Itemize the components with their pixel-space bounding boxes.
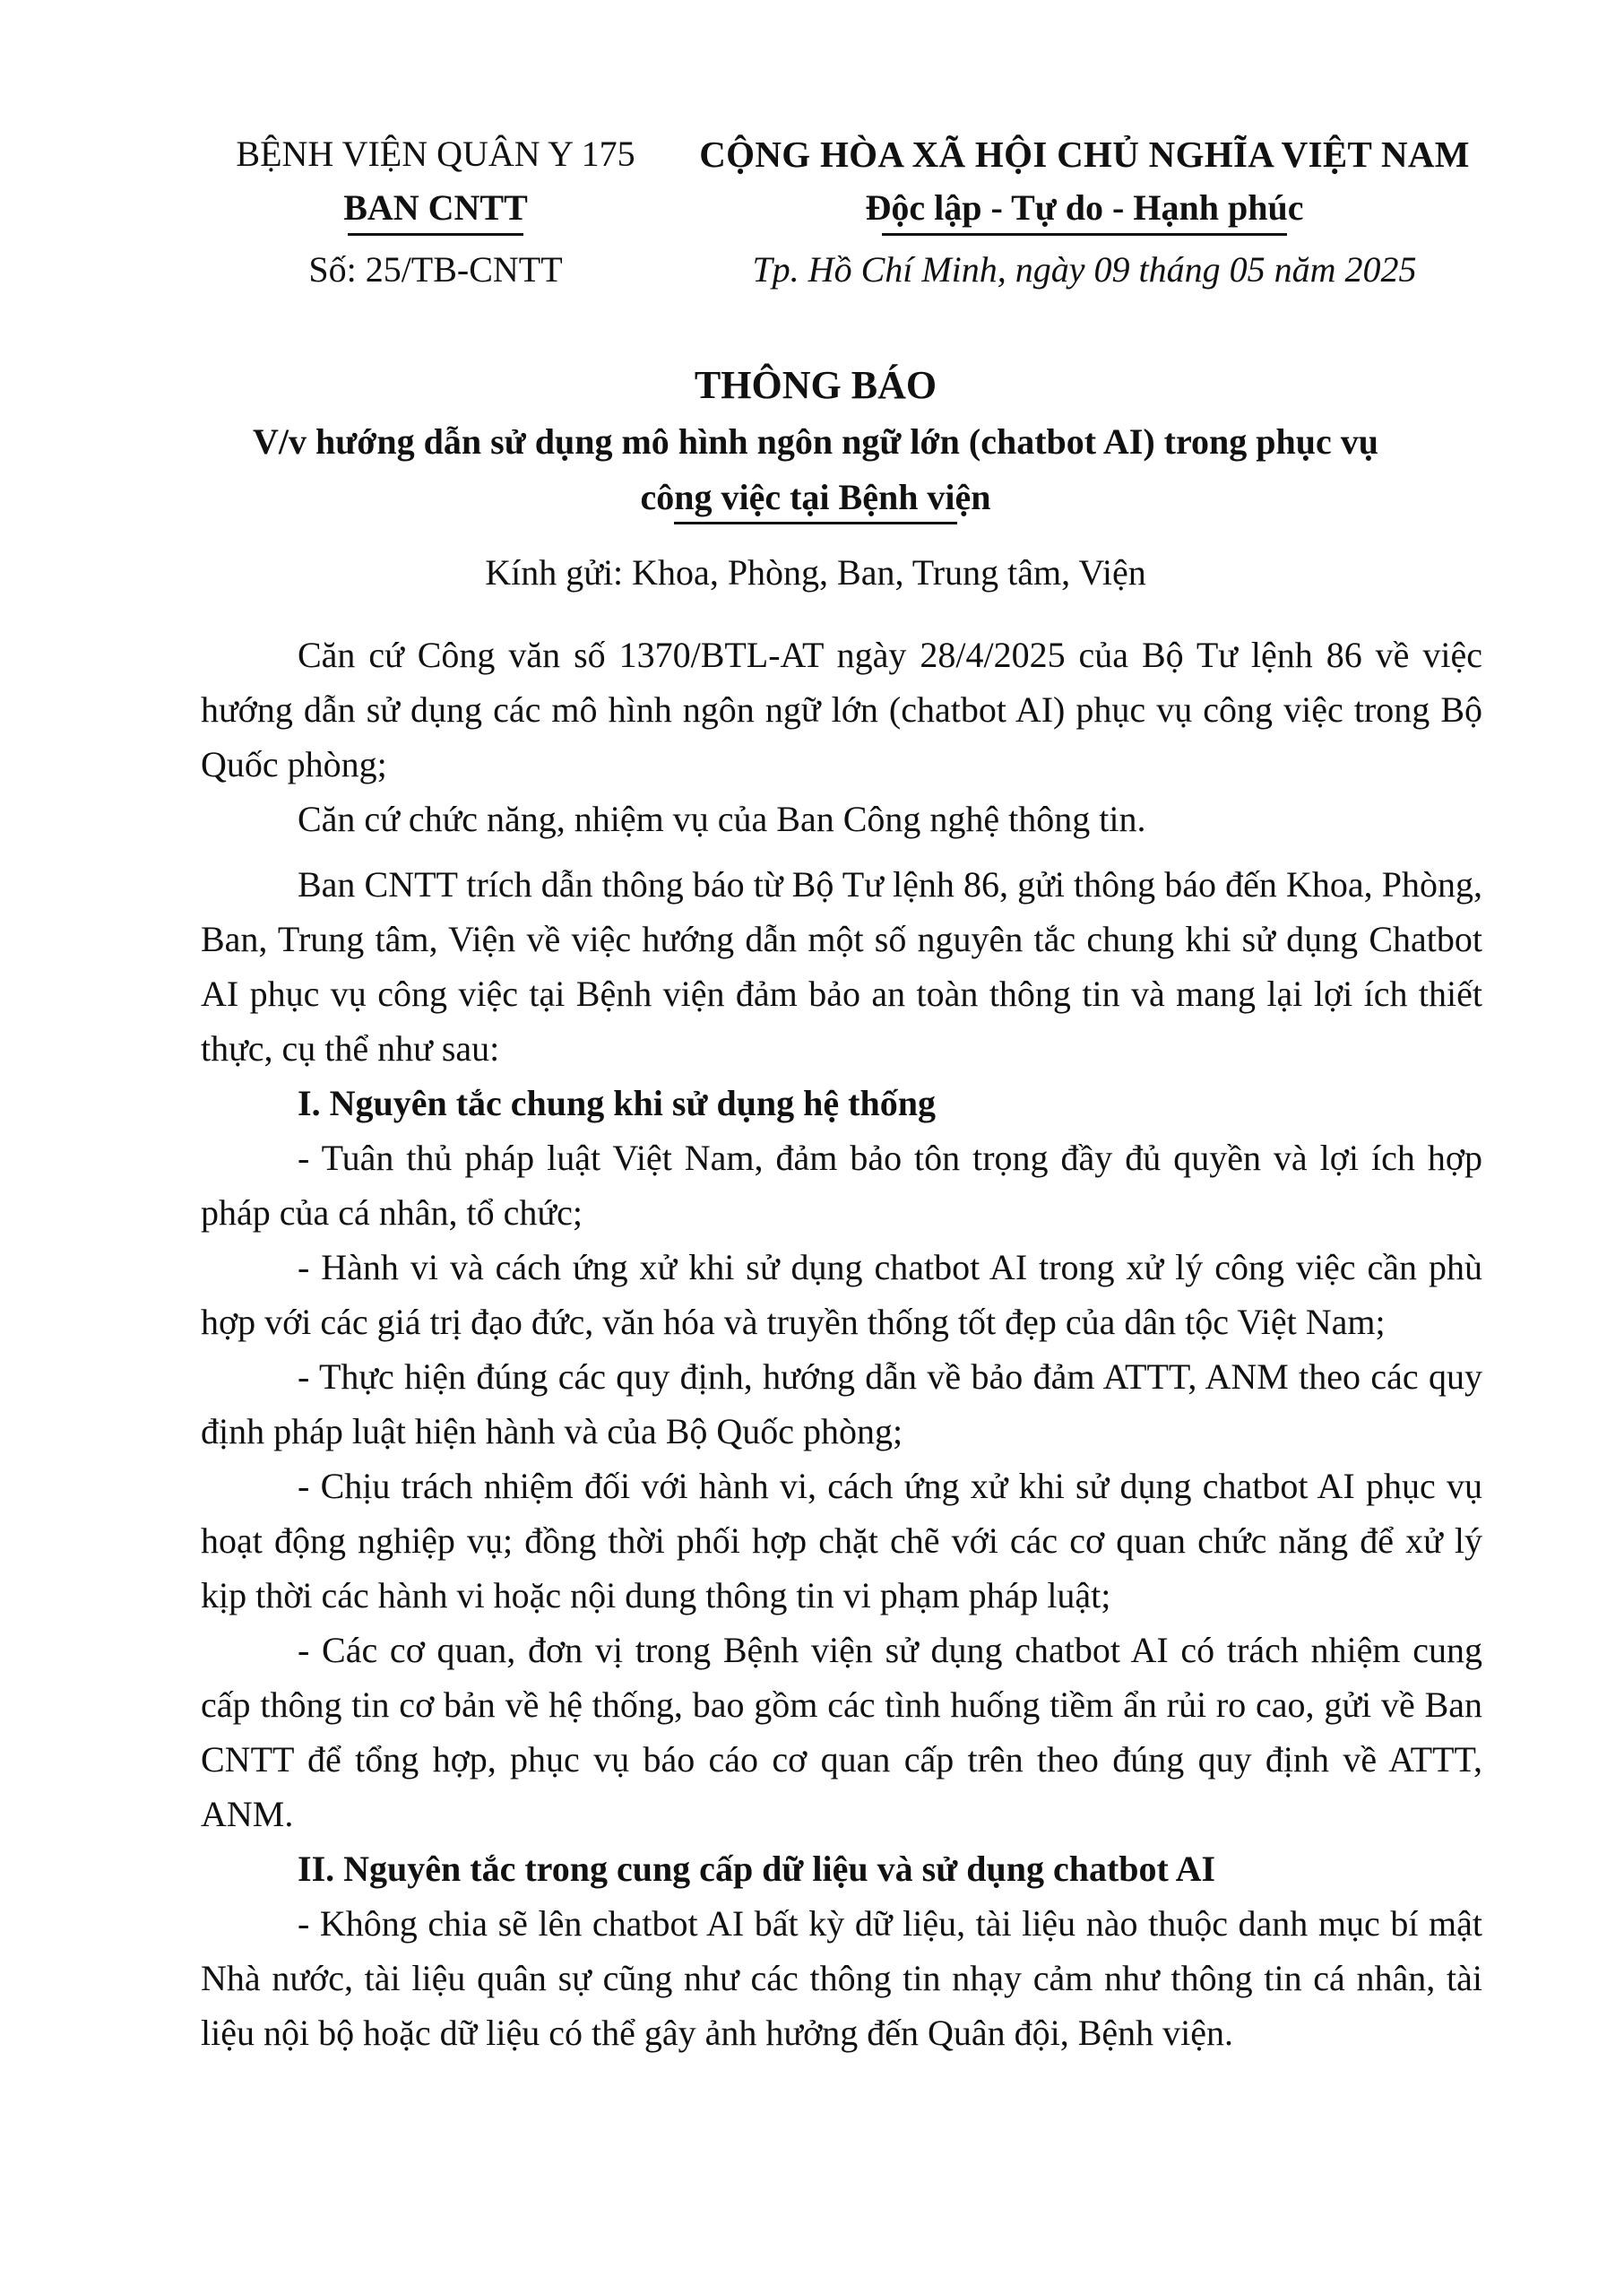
national-motto: Độc lập - Tự do - Hạnh phúc xyxy=(865,187,1304,228)
section-1-item: - Hành vi và cách ứng xử khi sử dụng chatbot AI trong xử lý công việc cần phù hợp với các giá trị đạo đức, văn hóa và truyền thống tốt đẹp của dân tộc Việt Nam; xyxy=(201,1247,1482,1342)
section-2-item: - Không chia sẽ lên chatbot AI bất kỳ dữ liệu, tài liệu nào thuộc danh mục bí mật Nhà nước, tài liệu quân sự cũng như các thông tin nhạy cảm như thông tin cá nhân, tài liệu nội bộ hoặc dữ liệu có thể gây ảnh hưởng đến Quân đội, Bệnh viện. xyxy=(201,1903,1482,2053)
subject-line-1: V/v hướng dẫn sử dụng mô hình ngôn ngữ lớn (chatbot AI) trong phục vụ xyxy=(253,421,1378,462)
place-date: Tp. Hồ Chí Minh, ngày 09 tháng 05 năm 2025 xyxy=(752,249,1417,290)
national-title: CỘNG HÒA XÃ HỘI CHỦ NGHĨA VIỆT NAM xyxy=(699,134,1470,175)
unit-name: BAN CNTT xyxy=(343,187,528,228)
subject-line-2: công việc tại Bệnh viện xyxy=(640,477,991,517)
legal-basis-1: Căn cứ Công văn số 1370/BTL-AT ngày 28/4/2025 của Bộ Tư lệnh 86 về việc hướng dẫn sử dụng các mô hình ngôn ngữ lớn (chatbot AI) phục vụ công việc trong Bộ Quốc phòng; xyxy=(201,635,1482,784)
document-number: Số: 25/TB-CNTT xyxy=(308,249,563,290)
document-title-block xyxy=(179,357,1452,524)
issuing-agency-block xyxy=(185,127,687,297)
section-2-heading: II. Nguyên tắc trong cung cấp dữ liệu và sử dụng chatbot AI xyxy=(298,1849,1216,1889)
document-type: THÔNG BÁO xyxy=(694,363,937,407)
recipient-line: Kính gửi: Khoa, Phòng, Ban, Trung tâm, Viện xyxy=(485,552,1146,593)
section-1-item: - Thực hiện đúng các quy định, hướng dẫn về bảo đảm ATTT, ANM theo các quy định pháp luật hiện hành và của Bộ Quốc phòng; xyxy=(201,1356,1482,1451)
section-1-item: - Các cơ quan, đơn vị trong Bệnh viện sử dụng chatbot AI có trách nhiệm cung cấp thông tin cơ bản về hệ thống, bao gồm các tình huống tiềm ẩn rủi ro cao, gửi về Ban CNTT để tổng hợp, phục vụ báo cáo cơ quan cấp trên theo đúng quy định về ATTT, ANM. xyxy=(201,1630,1482,1834)
document-body xyxy=(201,628,1482,2060)
national-header-block xyxy=(681,127,1488,297)
intro-paragraph: Ban CNTT trích dẫn thông báo từ Bộ Tư lệnh 86, gửi thông báo đến Khoa, Phòng, Ban, Trung tâm, Viện về việc hướng dẫn một số nguyên tắc chung khi sử dụng Chatbot AI phục vụ công việc tại Bệnh viện đảm bảo an toàn thông tin và mang lại lợi ích thiết thực, cụ thể như sau: xyxy=(201,864,1482,1069)
section-1-item: - Tuân thủ pháp luật Việt Nam, đảm bảo tôn trọng đầy đủ quyền và lợi ích hợp pháp của cá nhân, tổ chức; xyxy=(201,1138,1482,1233)
section-1-item: - Chịu trách nhiệm đối với hành vi, cách ứng xử khi sử dụng chatbot AI phục vụ hoạt động nghiệp vụ; đồng thời phối hợp chặt chẽ với các cơ quan chức năng để xử lý kịp thời các hành vi hoặc nội dung thông tin vi phạm pháp luật; xyxy=(201,1466,1482,1615)
agency-name: BỆNH VIỆN QUÂN Y 175 xyxy=(236,134,635,174)
section-1-heading: I. Nguyên tắc chung khi sử dụng hệ thống xyxy=(298,1083,936,1123)
legal-basis-2: Căn cứ chức năng, nhiệm vụ của Ban Công nghệ thông tin. xyxy=(298,799,1146,839)
